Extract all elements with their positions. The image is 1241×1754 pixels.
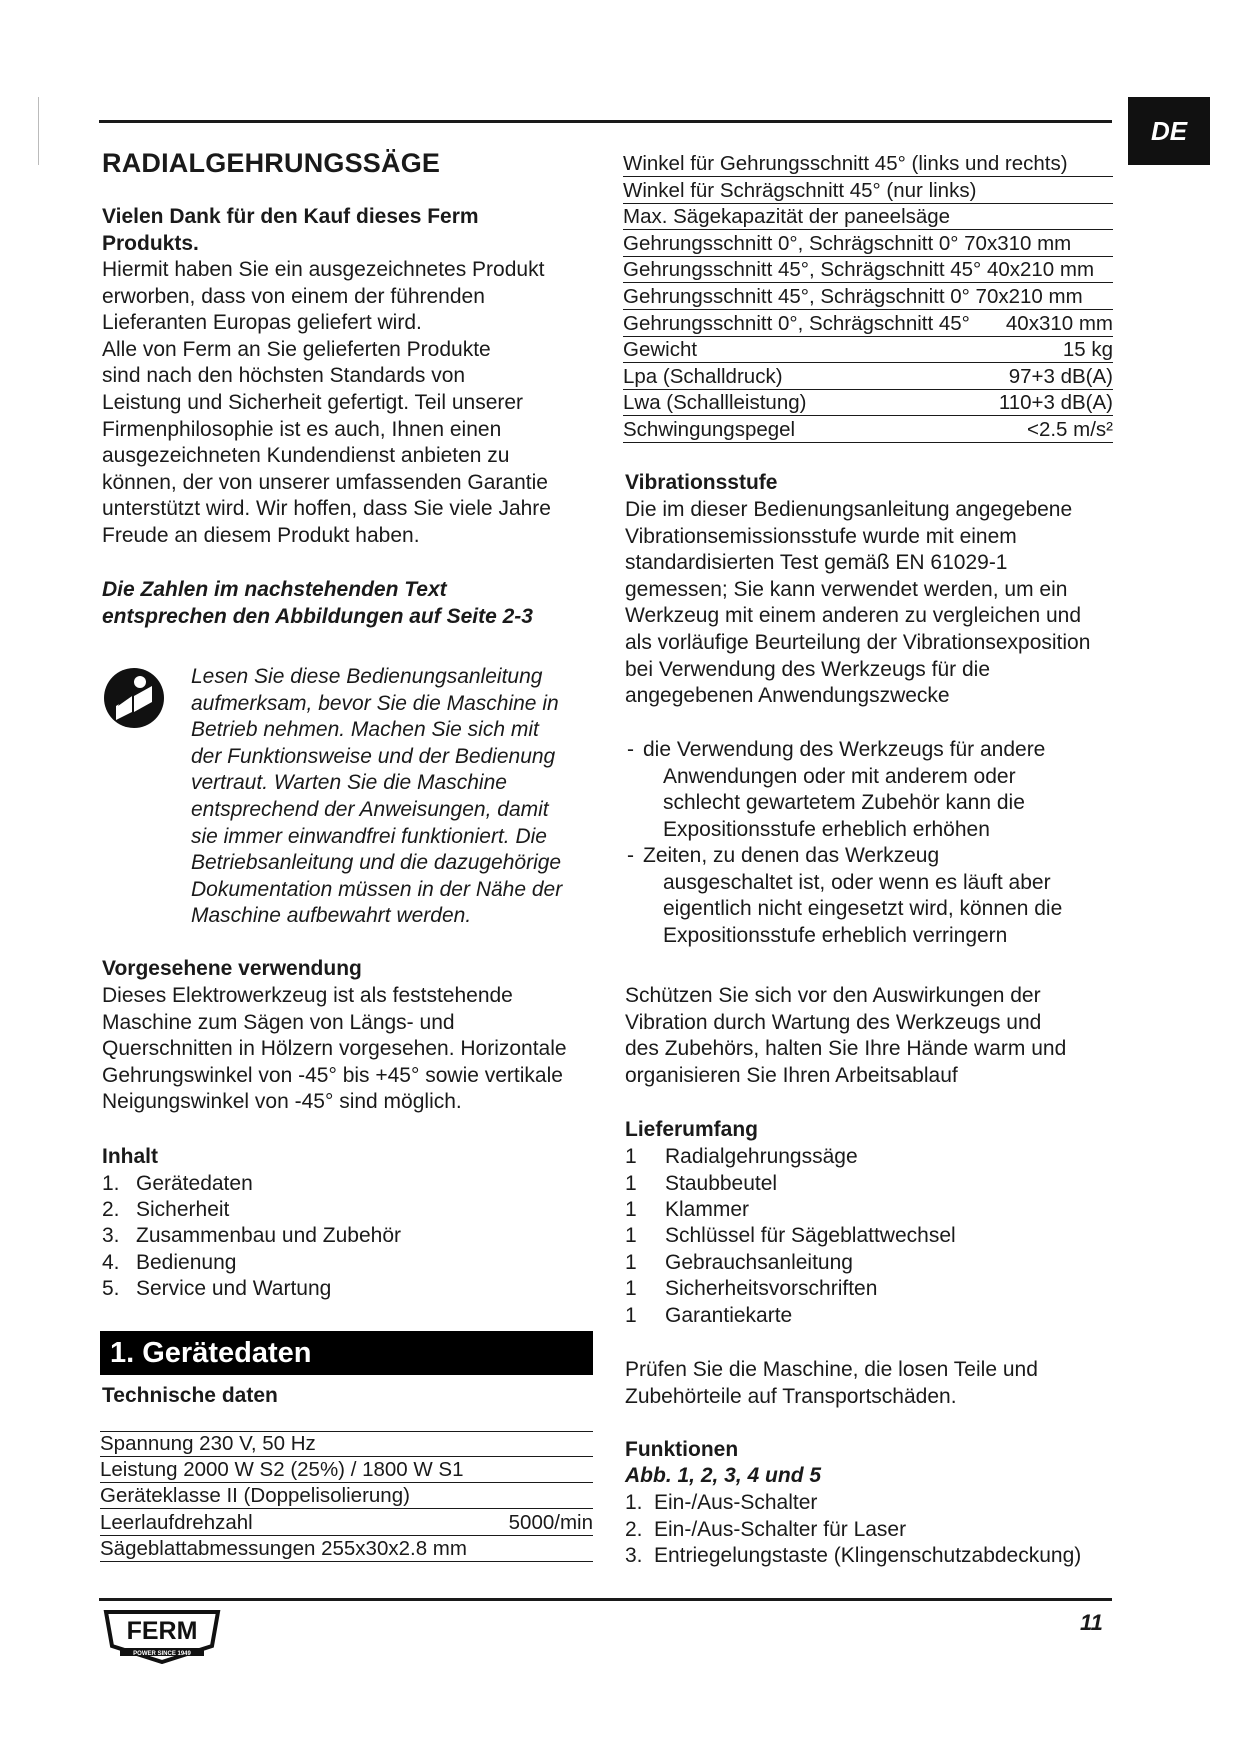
contents-item (102, 1250, 236, 1276)
spec-label: Winkel für Gehrungsschnitt 45° (links und rechts) (623, 152, 1068, 175)
spec-label: Leerlaufdrehzahl (100, 1511, 253, 1534)
read-manual-line: Maschine aufbewahrt werden. (191, 904, 472, 928)
intro-line: können, der von unserer umfassenden Garantie (102, 470, 548, 494)
delivery-item (625, 1144, 858, 1170)
intended-use-line: Gehrungswinkel von -45° bis +45° sowie vertikale (102, 1063, 563, 1087)
read-manual-line: sie immer einwandfrei funktioniert. Die (191, 824, 547, 848)
bullet-line: schlecht gewartetem Zubehör kann die (663, 791, 1025, 815)
contents-text: Bedienung (136, 1251, 237, 1274)
section-heading-geraetedaten: 1. Gerätedaten (100, 1331, 593, 1375)
spec-row (100, 1458, 593, 1483)
delivery-text: Staubbeutel (665, 1172, 778, 1195)
bullet-line: Expositionsstufe erheblich verringern (663, 923, 1008, 947)
check-line: Zubehörteile auf Transportschäden. (625, 1384, 957, 1408)
delivery-qty: 1 (625, 1251, 637, 1274)
bullet-usage (625, 737, 1117, 843)
logo-tagline: POWER SINCE 1949 (133, 1651, 191, 1657)
delivery-text: Radialgehrungssäge (665, 1145, 858, 1168)
contents-text: Gerätedaten (136, 1172, 253, 1195)
intro-line: Freude an diesem Produkt haben. (102, 523, 420, 547)
spec-row (100, 1511, 593, 1536)
intro-line: Firmenphilosophie ist es auch, Ihnen einen (102, 417, 502, 441)
intro-line: Lieferanten Europas geliefert wird. (102, 311, 422, 335)
contents-text: Sicherheit (136, 1198, 230, 1221)
functions-figure-ref: Abb. 1, 2, 3, 4 und 5 (625, 1464, 822, 1487)
spec-label: Leistung 2000 W S2 (25%) / 1800 W S1 (100, 1458, 464, 1481)
function-item (625, 1490, 817, 1516)
page-title: RADIALGEHRUNGSSÄGE (102, 148, 441, 178)
read-manual-line: Lesen Sie diese Bedienungsanleitung (191, 665, 543, 688)
intro-paragraph (102, 257, 596, 550)
spec-row (100, 1537, 593, 1562)
protect-line: des Zubehörs, halten Sie Ihre Hände warm und (625, 1037, 1067, 1061)
vibration-line: angegebenen Anwendungszwecke (625, 684, 950, 708)
intro-line: erworben, dass von einem der führenden (102, 284, 485, 308)
contents-number: 2. (102, 1198, 120, 1221)
top-rule (99, 120, 1112, 123)
function-number: 3. (625, 1544, 643, 1567)
spec-value: 110+3 dB(A) (998, 391, 1113, 414)
bullet-line: Anwendungen oder mit anderem oder (663, 764, 1016, 788)
function-text: Ein-/Aus-Schalter (654, 1491, 818, 1514)
bullet-line (625, 737, 1117, 764)
spec-value: 15 kg (1062, 338, 1113, 361)
spec-label: Spannung 230 V, 50 Hz (100, 1432, 316, 1455)
spec-row (623, 391, 1113, 416)
intro-line: unterstützt wird. Wir hoffen, dass Sie viele Jahre (102, 497, 551, 521)
delivery-item (625, 1197, 749, 1223)
vibration-line: bei Verwendung des Werkzeugs für die (625, 657, 990, 681)
bullet-line: eigentlich nicht eingesetzt wird, können die (663, 897, 1063, 921)
spec-label: Gehrungsschnitt 45°, Schrägschnitt 0° 70x210 mm (623, 285, 1083, 308)
function-number: 2. (625, 1518, 643, 1541)
spec-row (623, 179, 1113, 204)
vibration-line: Werkzeug mit einem anderen zu vergleichen und (625, 604, 1082, 628)
spec-label: Gehrungsschnitt 45°, Schrägschnitt 45° 40x210 mm (623, 258, 1095, 281)
bullet-text: die Verwendung des Werkzeugs für andere (643, 738, 1046, 761)
vibration-heading: Vibrationsstufe (625, 471, 778, 494)
spec-value: <2.5 m/s² (1026, 418, 1113, 441)
spec-label: Lwa (Schallleistung) (623, 391, 807, 414)
bottom-rule (99, 1598, 1112, 1601)
function-number: 1. (625, 1491, 643, 1514)
intended-use-line: Neigungswinkel von -45° sind möglich. (102, 1090, 462, 1114)
spec-row (623, 258, 1113, 283)
intended-use-heading: Vorgesehene verwendung (102, 957, 362, 980)
spec-label: Winkel für Schrägschnitt 45° (nur links) (623, 179, 977, 202)
thanks-heading-line: Vielen Dank für den Kauf dieses Ferm (102, 205, 479, 228)
figure-note-line: entsprechen den Abbildungen auf Seite 2-3 (102, 604, 533, 628)
read-manual-icon (102, 666, 166, 730)
check-paragraph (625, 1357, 1117, 1410)
contents-heading: Inhalt (102, 1145, 158, 1168)
spec-label: Sägeblattabmessungen 255x30x2.8 mm (100, 1537, 467, 1560)
spec-row (623, 152, 1113, 177)
delivery-heading: Lieferumfang (625, 1118, 759, 1141)
delivery-qty: 1 (625, 1198, 637, 1221)
contents-number: 5. (102, 1277, 120, 1300)
delivery-text: Schlüssel für Sägeblattwechsel (665, 1224, 956, 1247)
intended-use-paragraph (102, 983, 596, 1116)
read-manual-line: der Funktionsweise und der Bedienung (191, 744, 556, 768)
read-manual-note (191, 664, 601, 930)
contents-text: Service und Wartung (136, 1277, 332, 1300)
page-number: 11 (1080, 1610, 1103, 1635)
contents-number: 3. (102, 1224, 120, 1247)
protect-line: organisieren Sie Ihren Arbeitsablauf (625, 1063, 958, 1087)
spec-row (100, 1431, 593, 1457)
ferm-logo (102, 1608, 222, 1664)
vibration-line: standardisierten Test gemäß EN 61029-1 (625, 551, 1008, 575)
delivery-qty: 1 (625, 1224, 637, 1247)
vibration-line: Vibrationsemissionsstufe wurde mit einem (625, 524, 1017, 548)
contents-item (102, 1171, 253, 1197)
spec-value: 97+3 dB(A) (1008, 365, 1113, 388)
spec-label: Schwingungspegel (623, 418, 796, 441)
delivery-item (625, 1171, 777, 1197)
delivery-text: Garantiekarte (665, 1304, 793, 1327)
read-manual-line: Betrieb nehmen. Machen Sie sich mit (191, 718, 539, 742)
bullet-dash: - (627, 738, 634, 761)
logo-wordmark: FERM (126, 1617, 198, 1645)
bullet-line: ausgeschaltet ist, oder wenn es läuft aber (663, 870, 1051, 894)
delivery-text: Sicherheitsvorschriften (665, 1277, 878, 1300)
intended-use-line: Dieses Elektrowerkzeug ist als feststehende (102, 984, 513, 1007)
spec-label: Gewicht (623, 338, 698, 361)
spec-label: Max. Sägekapazität der paneelsäge (623, 205, 951, 228)
contents-item (102, 1197, 229, 1223)
bullet-idle (625, 843, 1117, 949)
spec-row (623, 338, 1113, 363)
spec-label: Gehrungsschnitt 0°, Schrägschnitt 45° (623, 312, 970, 335)
vibration-line: gemessen; Sie kann verwendet werden, um ein (625, 577, 1068, 601)
intro-line: Hiermit haben Sie ein ausgezeichnetes Produkt (102, 258, 545, 281)
spec-value: 5000/min (508, 1511, 593, 1534)
intro-line: sind nach den höchsten Standards von (102, 364, 466, 388)
protect-line: Schützen Sie sich vor den Auswirkungen der (625, 984, 1041, 1007)
spec-row (623, 365, 1113, 390)
read-manual-line: aufmerksam, bevor Sie die Maschine in (191, 691, 559, 715)
protect-line: Vibration durch Wartung des Werkzeugs und (625, 1010, 1042, 1034)
thanks-heading (102, 204, 596, 257)
contents-text: Zusammenbau und Zubehör (136, 1224, 401, 1247)
vibration-line: als vorläufige Beurteilung der Vibrationsexposition (625, 630, 1091, 654)
function-item (625, 1517, 906, 1543)
spec-row (623, 312, 1113, 337)
delivery-text: Gebrauchsanleitung (665, 1251, 853, 1274)
delivery-qty: 1 (625, 1277, 637, 1300)
spec-row (623, 205, 1113, 230)
intended-use-line: Querschnitten in Hölzern vorgesehen. Horizontale (102, 1037, 567, 1061)
spec-row (623, 232, 1113, 257)
delivery-qty: 1 (625, 1172, 637, 1195)
spec-label: Lpa (Schalldruck) (623, 365, 783, 388)
contents-item (102, 1223, 401, 1249)
tech-data-heading: Technische daten (102, 1384, 278, 1407)
delivery-qty: 1 (625, 1145, 637, 1168)
intended-use-line: Maschine zum Sägen von Längs- und (102, 1010, 455, 1034)
check-line: Prüfen Sie die Maschine, die losen Teile und (625, 1358, 1038, 1381)
vibration-line: Die im dieser Bedienungsanleitung angegebene (625, 498, 1073, 521)
bullet-dash: - (627, 844, 634, 867)
read-manual-line: entsprechend der Anweisungen, damit (191, 797, 549, 821)
function-text: Ein-/Aus-Schalter für Laser (654, 1518, 907, 1541)
functions-heading: Funktionen (625, 1438, 739, 1461)
spec-label: Gehrungsschnitt 0°, Schrägschnitt 0° 70x310 mm (623, 232, 1072, 255)
delivery-qty: 1 (625, 1304, 637, 1327)
read-manual-line: Dokumentation müssen in der Nähe der (191, 877, 563, 901)
read-manual-line: vertraut. Warten Sie die Maschine (191, 771, 507, 795)
margin-mark (38, 97, 39, 165)
thanks-heading-line: Produkts. (102, 231, 199, 255)
intro-line: ausgezeichneten Kundendienst anbieten zu (102, 444, 510, 468)
contents-number: 4. (102, 1251, 120, 1274)
delivery-item (625, 1223, 956, 1249)
spec-label: Geräteklasse II (Doppelisolierung) (100, 1484, 410, 1507)
bullet-line: Expositionsstufe erheblich erhöhen (663, 817, 990, 841)
contents-item (102, 1276, 331, 1302)
vibration-paragraph (625, 497, 1117, 710)
delivery-text: Klammer (665, 1198, 750, 1221)
intro-line: Alle von Ferm an Sie gelieferten Produkte (102, 337, 491, 361)
function-text: Entriegelungstaste (Klingenschutzabdeckung) (654, 1544, 1082, 1567)
intro-line: Leistung und Sicherheit gefertigt. Teil unserer (102, 390, 524, 414)
function-item (625, 1543, 1081, 1569)
spec-row (623, 285, 1113, 310)
figure-note (102, 577, 596, 630)
delivery-item (625, 1303, 792, 1329)
spec-value: 40x310 mm (1005, 312, 1113, 335)
bullet-line (625, 843, 1117, 870)
contents-number: 1. (102, 1172, 120, 1195)
read-manual-line: Betriebsanleitung und die dazugehörige (191, 851, 562, 875)
language-tab: DE (1128, 97, 1210, 165)
bullet-text: Zeiten, zu denen das Werkzeug (643, 844, 940, 867)
figure-note-line: Die Zahlen im nachstehenden Text (102, 578, 447, 601)
protect-paragraph (625, 983, 1117, 1089)
delivery-item (625, 1250, 853, 1276)
delivery-item (625, 1276, 877, 1302)
spec-row (100, 1484, 593, 1509)
spec-row (623, 418, 1113, 443)
